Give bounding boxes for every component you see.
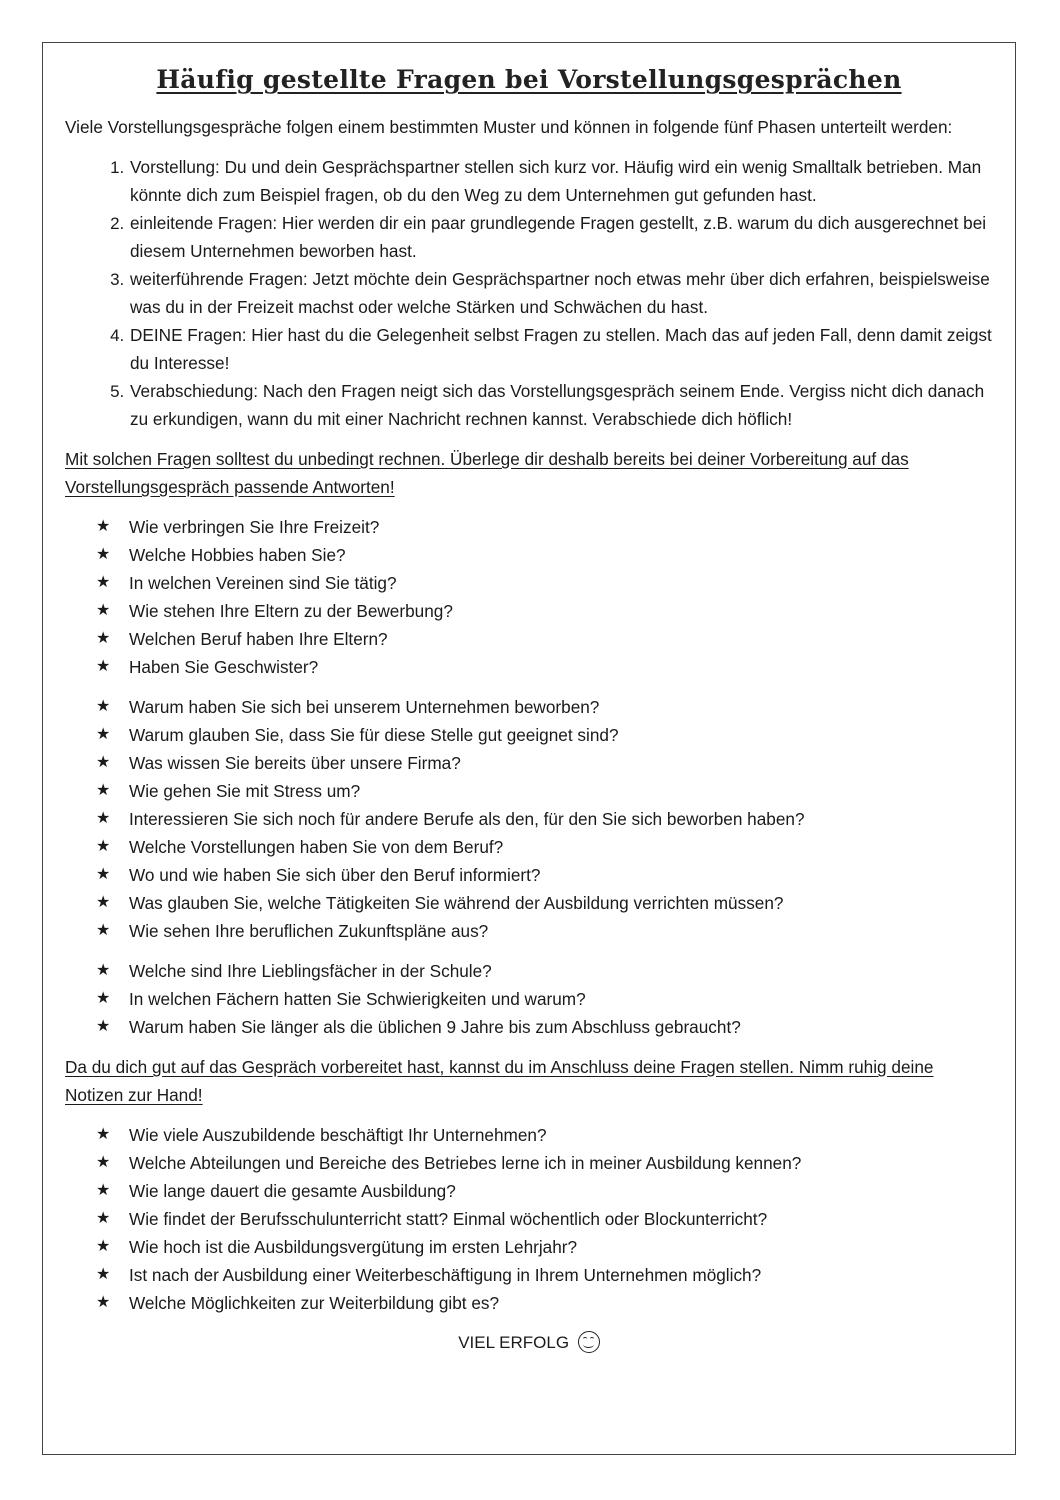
list-item: ★ Welche Hobbies haben Sie? [129,541,993,569]
star-icon: ★ [96,754,111,771]
star-icon: ★ [96,1238,111,1255]
list-item: ★ Haben Sie Geschwister? [129,653,993,681]
star-icon: ★ [96,1018,111,1035]
list-item: ★ Was glauben Sie, welche Tätigkeiten Sie während der Ausbildung verrichten müssen? [129,889,993,917]
star-icon: ★ [96,546,111,563]
list-item: ★ Wie stehen Ihre Eltern zu der Bewerbung? [129,597,993,625]
phases-list [65,153,993,433]
closing-line [65,1329,993,1357]
list-item: ★ In welchen Fächern hatten Sie Schwierigkeiten und warum? [129,985,993,1013]
list-item: ★ Warum haben Sie sich bei unserem Unternehmen beworben? [129,693,993,721]
star-icon: ★ [96,810,111,827]
list-item: ★ Wie hoch ist die Ausbildungsvergütung im ersten Lehrjahr? [129,1233,993,1261]
list-item: ★ Warum haben Sie länger als die üblichen 9 Jahre bis zum Abschluss gebraucht? [129,1013,993,1041]
page-frame [42,42,1016,1455]
star-icon: ★ [96,658,111,675]
list-item: ★ Wie verbringen Sie Ihre Freizeit? [129,513,993,541]
smiley-face-icon [578,1331,600,1353]
list-item: ★ Wie viele Auszubildende beschäftigt Ihr Unternehmen? [129,1121,993,1149]
document-title: Häufig gestellte Fragen bei Vorstellungsgesprächen [156,65,902,94]
star-icon: ★ [96,1294,111,1311]
star-icon: ★ [96,602,111,619]
list-item: ★ Was wissen Sie bereits über unsere Firma? [129,749,993,777]
list-item: ★ Welche sind Ihre Lieblingsfächer in der Schule? [129,957,993,985]
list-item: ★ Ist nach der Ausbildung einer Weiterbeschäftigung in Ihrem Unternehmen möglich? [129,1261,993,1289]
own-questions-list [65,1121,993,1317]
star-icon: ★ [96,838,111,855]
list-item: ★ Welche Abteilungen und Bereiche des Betriebes lerne ich in meiner Ausbildung kennen? [129,1149,993,1177]
list-item: ★ Warum glauben Sie, dass Sie für diese Stelle gut geeignet sind? [129,721,993,749]
star-icon: ★ [96,866,111,883]
list-item: ★ Welche Möglichkeiten zur Weiterbildung gibt es? [129,1289,993,1317]
questions-group-company [65,693,993,945]
list-item: ★ Welchen Beruf haben Ihre Eltern? [129,625,993,653]
star-icon: ★ [96,1126,111,1143]
phase-item: 5. Verabschiedung: Nach den Fragen neigt sich das Vorstellungsgespräch seinem Ende. Vergiss nicht dich danach zu erkundigen, wann du mit einer Nachricht rechnen kannst. Verabschiede dich höflich! [129,377,993,433]
star-icon: ★ [96,518,111,535]
list-item: ★ In welchen Vereinen sind Sie tätig? [129,569,993,597]
star-icon: ★ [96,726,111,743]
phase-item: 4. DEINE Fragen: Hier hast du die Gelegenheit selbst Fragen zu stellen. Mach das auf jeden Fall, denn damit zeigst du Interesse! [129,321,993,377]
star-icon: ★ [96,698,111,715]
star-icon: ★ [96,990,111,1007]
questions-group-personal [65,513,993,681]
star-icon: ★ [96,1266,111,1283]
star-icon: ★ [96,1182,111,1199]
expect-questions-heading: Mit solchen Fragen solltest du unbedingt rechnen. Überlege dir deshalb bereits bei deiner Vorbereitung auf das Vorstellungsgespräch passende Antworten! [65,449,909,497]
star-icon: ★ [96,894,111,911]
own-questions-heading: Da du dich gut auf das Gespräch vorbereitet hast, kannst du im Anschluss deine Fragen stellen. Nimm ruhig deine Notizen zur Hand! [65,1057,934,1105]
document-body [65,113,993,1357]
star-icon: ★ [96,630,111,647]
star-icon: ★ [96,962,111,979]
list-item: ★ Wie findet der Berufsschulunterricht statt? Einmal wöchentlich oder Blockunterricht? [129,1205,993,1233]
closing-text: VIEL ERFOLG [458,1333,570,1352]
phase-item: 3. weiterführende Fragen: Jetzt möchte dein Gesprächspartner noch etwas mehr über dich erfahren, beispielsweise was du in der Freizeit machst oder welche Stärken und Schwächen du hast. [129,265,993,321]
star-icon: ★ [96,922,111,939]
list-item: ★ Interessieren Sie sich noch für andere Berufe als den, für den Sie sich beworben haben? [129,805,993,833]
list-item: ★ Welche Vorstellungen haben Sie von dem Beruf? [129,833,993,861]
phase-item: 1. Vorstellung: Du und dein Gesprächspartner stellen sich kurz vor. Häufig wird ein wenig Smalltalk betrieben. Man könnte dich zum Beispiel fragen, ob du den Weg zu dem Unternehmen gut gefunden hast. [129,153,993,209]
list-item: ★ Wo und wie haben Sie sich über den Beruf informiert? [129,861,993,889]
list-item: ★ Wie gehen Sie mit Stress um? [129,777,993,805]
phase-item: 2. einleitende Fragen: Hier werden dir ein paar grundlegende Fragen gestellt, z.B. warum du dich ausgerechnet bei diesem Unternehmen beworben hast. [129,209,993,265]
star-icon: ★ [96,574,111,591]
list-item: ★ Wie sehen Ihre beruflichen Zukunftspläne aus? [129,917,993,945]
star-icon: ★ [96,1154,111,1171]
questions-group-school [65,957,993,1041]
intro-paragraph: Viele Vorstellungsgespräche folgen einem bestimmten Muster und können in folgende fünf Phasen unterteilt werden: [65,117,953,137]
star-icon: ★ [96,782,111,799]
list-item: ★ Wie lange dauert die gesamte Ausbildung? [129,1177,993,1205]
star-icon: ★ [96,1210,111,1227]
